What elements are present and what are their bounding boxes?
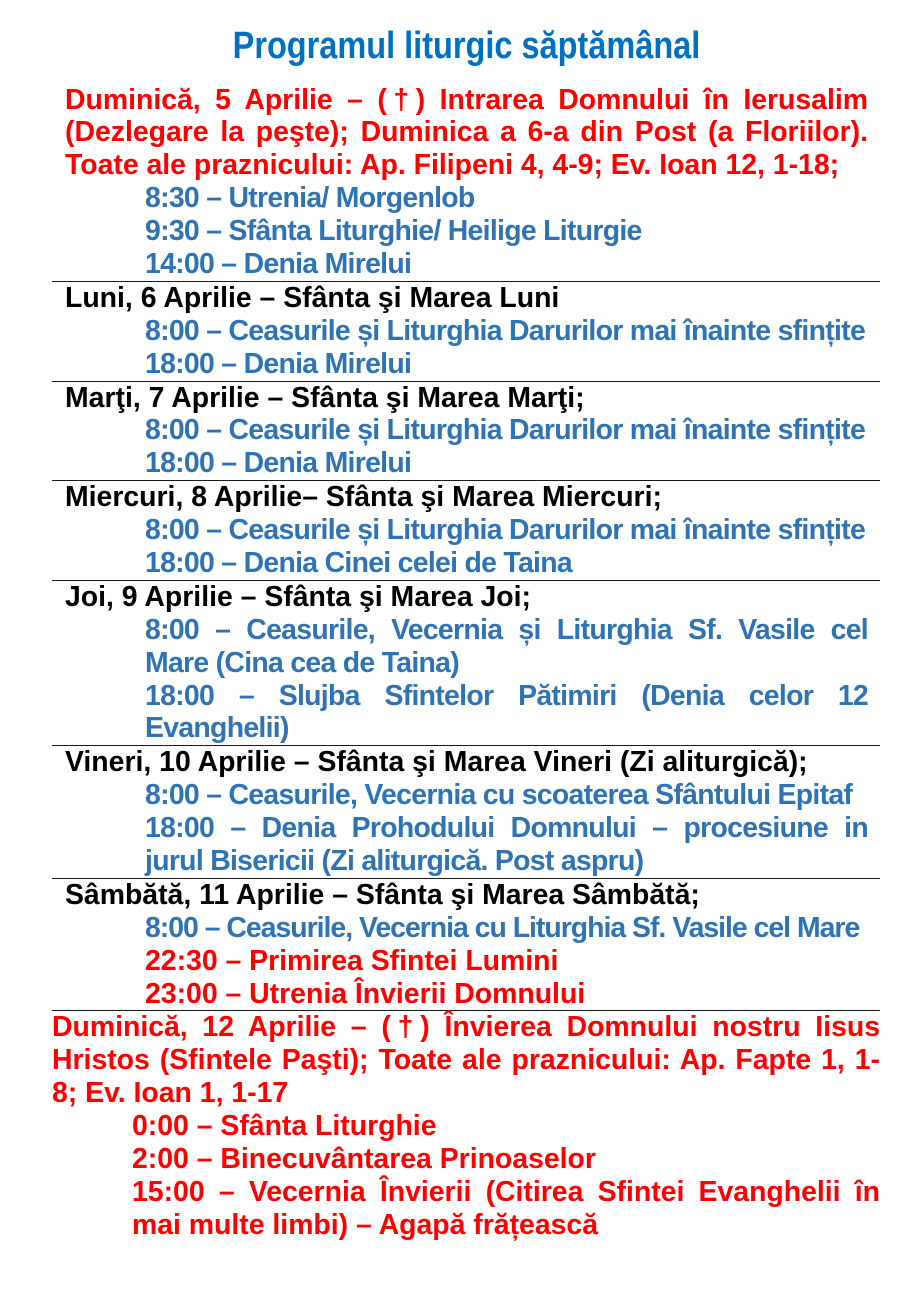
service-line: 23:00 – Utrenia Învierii Domnului [145, 977, 586, 1010]
service-entry [145, 779, 868, 812]
day-heading [65, 84, 868, 183]
day-section-tuesday [52, 382, 880, 481]
service-line: 2:00 – Binecuvântarea Prinoaselor [132, 1143, 596, 1175]
service-entry [145, 614, 868, 680]
service-line: 0:00 – Sfânta Liturghie [132, 1110, 437, 1143]
service-entry [145, 680, 868, 746]
day-heading-line: (Dezlegare la peşte); Duminica a 6-a din Post (a Floriilor). [65, 116, 868, 149]
service-entry [145, 414, 868, 447]
day-heading [65, 382, 868, 415]
service-line: 8:30 – Utrenia/ Morgenlob [145, 182, 475, 215]
day-heading [52, 1011, 880, 1110]
service-line: 18:00 – Denia Prohodului Domnului – procesiune in [145, 812, 868, 845]
service-line: 8:00 – Ceasurile și Liturghia Darurilor mai înainte sfințite [145, 314, 866, 347]
day-section-sunday-april-5 [52, 84, 880, 281]
service-line: jurul Bisericii (Zi aliturgică. Post aspru) [145, 844, 644, 877]
page-title [12, 24, 921, 68]
day-section-monday [52, 282, 880, 381]
service-entry [145, 812, 868, 878]
service-entry [145, 348, 868, 381]
weekly-schedule [52, 84, 880, 1242]
day-heading [65, 481, 868, 514]
service-line: 8:00 – Ceasurile, Vecernia cu Liturghia Sf. Vasile cel Mare [145, 911, 860, 944]
service-line: 9:30 – Sfânta Liturghie/ Heilige Liturgie [145, 215, 642, 248]
service-entry [132, 1143, 880, 1176]
service-line: 15:00 – Vecernia Învierii (Citirea Sfintei Evanghelii în [132, 1175, 880, 1208]
service-line: 8:00 – Ceasurile și Liturghia Darurilor mai înainte sfințite [145, 414, 866, 447]
service-entry [145, 912, 868, 945]
service-line: mai multe limbi) – Agapă frățească [132, 1208, 598, 1241]
day-heading [65, 282, 868, 315]
service-line: 22:30 – Primirea Sfintei Lumini [145, 944, 559, 977]
day-heading-line: Miercuri, 8 Aprilie– Sfânta şi Marea Miercuri; [65, 481, 662, 514]
service-entry [145, 547, 868, 580]
service-line: Mare (Cina cea de Taina) [145, 646, 460, 679]
service-entry [145, 182, 868, 215]
service-entry [145, 248, 868, 281]
day-section-saturday [52, 879, 880, 1011]
day-heading-line: Luni, 6 Aprilie – Sfânta şi Marea Luni [65, 281, 560, 314]
day-section-sunday-april-12 [52, 1011, 880, 1241]
service-entry [145, 514, 868, 547]
service-line: 8:00 – Ceasurile, Vecernia cu scoaterea Sfântului Epitaf [145, 779, 853, 812]
service-entry [145, 978, 868, 1011]
service-line: 18:00 – Denia Mirelui [145, 347, 412, 380]
day-heading-line: Duminică, 5 Aprilie – (†) Intrarea Domnului în Ierusalim [65, 83, 868, 116]
day-heading-line: Toate ale praznicului: Ap. Filipeni 4, 4-9; Ev. Ioan 12, 1-18; [65, 149, 840, 182]
service-entry [145, 315, 868, 348]
day-heading-line: Vineri, 10 Aprilie – Sfânta şi Marea Vineri (Zi aliturgică); [65, 746, 808, 779]
day-heading [65, 879, 868, 912]
service-entry [132, 1110, 880, 1143]
service-entry [145, 945, 868, 978]
day-section-friday [52, 746, 880, 878]
day-heading-line: Hristos (Sfintele Paşti); Toate ale praznicului: Ap. Fapte 1, 1- [52, 1044, 880, 1077]
service-entry [145, 447, 868, 480]
day-section-thursday [52, 581, 880, 745]
service-line: 8:00 – Ceasurile, Vecernia și Liturghia Sf. Vasile cel [145, 613, 868, 646]
service-line: 18:00 – Slujba Sfintelor Pătimiri (Denia celor 12 [145, 679, 868, 712]
service-line: Evanghelii) [145, 712, 289, 745]
day-heading-line: Duminică, 12 Aprilie – (†) Învierea Domnului nostru Iisus [52, 1011, 880, 1044]
service-line: 18:00 – Denia Cinei celei de Taina [145, 546, 572, 579]
day-heading-line: 8; Ev. Ioan 1, 1-17 [52, 1077, 289, 1110]
service-entry [145, 215, 868, 248]
service-line: 14:00 – Denia Mirelui [145, 247, 412, 280]
service-line: 18:00 – Denia Mirelui [145, 447, 412, 480]
day-heading [65, 581, 868, 614]
day-section-wednesday [52, 481, 880, 580]
day-heading-line: Joi, 9 Aprilie – Sfânta şi Marea Joi; [65, 580, 531, 613]
service-entry [132, 1176, 880, 1242]
day-heading-line: Marţi, 7 Aprilie – Sfânta şi Marea Marţi; [65, 381, 585, 414]
day-heading [65, 746, 868, 779]
day-heading-line: Sâmbătă, 11 Aprilie – Sfânta şi Marea Sâmbătă; [65, 878, 700, 911]
service-line: 8:00 – Ceasurile și Liturghia Darurilor mai înainte sfințite [145, 514, 866, 547]
page-title-text: Programul liturgic săptămânal [232, 25, 701, 67]
